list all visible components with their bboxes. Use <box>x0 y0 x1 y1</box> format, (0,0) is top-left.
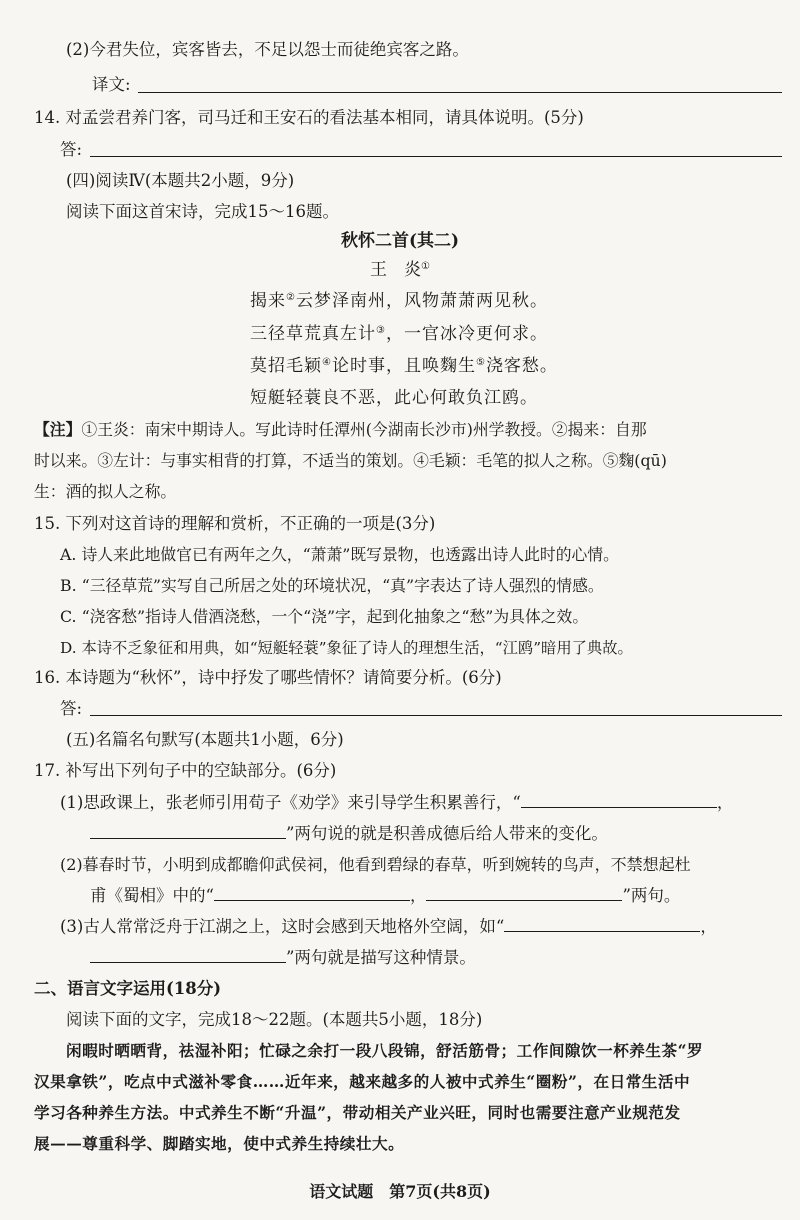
q17-item1-blank1[interactable] <box>521 791 717 808</box>
q13-answer-label: 译文: <box>92 75 131 94</box>
q15-option-c[interactable]: C. “浇客愁”指诗人借酒浇愁，一个“浇”字，起到化抽象之“愁”为具体之效。 <box>60 607 589 626</box>
q17-item3-line1: (3)古人常常泛舟于江湖之上，这时会感到天地格外空阔，如“ ， <box>60 917 717 936</box>
q15-option-d[interactable]: D. 本诗不乏象征和用典，如“短艇轻蓑”象征了诗人的理想生活，“江鸥”暗用了典故。 <box>60 639 633 657</box>
q15-question: 15. 下列对这首诗的理解和赏析，不正确的一项是(3分) <box>34 514 436 533</box>
poem-author: 王 炎① <box>370 260 430 280</box>
poem-line-1: 揭来②云梦泽南州，风物萧萧两见秋。 <box>250 291 548 311</box>
notes-line-2: 时以来。③左计：与事实相背的打算，不适当的策划。④毛颖：毛笔的拟人之称。⑤麴(qū) <box>34 451 667 470</box>
part2-instruction: 阅读下面的文字，完成18～22题。(本题共5小题，18分) <box>66 1010 483 1029</box>
poem-line-2: 三径草荒真左计③，一官冰冷更何求。 <box>250 324 548 344</box>
section5-header: (五)名篇名句默写(本题共1小题，6分) <box>66 730 344 749</box>
q17-item2-line2: 甫《蜀相》中的“ ， ”两句。 <box>90 886 681 905</box>
q17-item3-blank1[interactable] <box>504 915 700 932</box>
q17-item1-line2: ”两句说的就是积善成德后给人带来的变化。 <box>90 822 608 846</box>
q17-item2-blank1[interactable] <box>214 884 410 901</box>
section4-instruction: 阅读下面这首宋诗，完成15～16题。 <box>66 202 339 221</box>
part2-header: 二、语言文字运用(18分) <box>34 979 222 998</box>
q13-answer-line[interactable] <box>138 92 782 93</box>
page-footer: 语文试题 第7页(共8页) <box>309 1182 491 1201</box>
q16-answer-line[interactable] <box>90 715 782 716</box>
q17-item3-blank2[interactable] <box>90 946 286 963</box>
q15-option-a[interactable]: A. 诗人来此地做官已有两年之久，“萧萧”既写景物，也透露出诗人此时的心情。 <box>60 545 619 564</box>
q17-item1-line1: (1)思政课上，张老师引用荀子《劝学》来引导学生积累善行，“ ， <box>60 793 734 812</box>
section4-header: (四)阅读Ⅳ(本题共2小题，9分) <box>66 171 295 190</box>
poem-line-4: 短艇轻蓑良不恶，此心何敢负江鸥。 <box>250 388 538 408</box>
q16-question: 16. 本诗题为“秋怀”，诗中抒发了哪些情怀？请简要分析。(6分) <box>34 668 502 687</box>
q17-question: 17. 补写出下列句子中的空缺部分。(6分) <box>34 761 337 780</box>
q17-item3-line2: ”两句就是描写这种情景。 <box>90 946 476 970</box>
q17-item2-blank2[interactable] <box>426 884 622 901</box>
q13-item2-sentence: (2)今君失位，宾客皆去，不足以怨士而徒绝宾客之路。 <box>66 40 469 59</box>
notes-line-1: 【注】①王炎：南宋中期诗人。写此诗时任潭州(今湖南长沙市)州学教授。②揭来：自那 <box>34 420 647 439</box>
q14-answer-line[interactable] <box>90 156 782 157</box>
q14-question: 14. 对孟尝君养门客，司马迁和王安石的看法基本相同，请具体说明。(5分) <box>34 108 584 127</box>
poem-title: 秋怀二首(其二) <box>340 231 460 251</box>
q16-answer-label: 答: <box>60 699 83 718</box>
passage-line-1: 闲暇时晒晒背，祛湿补阳；忙碌之余打一段八段锦，舒活筋骨；工作间隙饮一杯养生茶“罗 <box>66 1041 704 1060</box>
passage-line-4: 展——尊重科学、脚踏实地，使中式养生持续壮大。 <box>34 1134 405 1153</box>
q17-item1-blank2[interactable] <box>90 822 286 839</box>
notes-line-3: 生：酒的拟人之称。 <box>34 482 177 501</box>
q14-answer-label: 答: <box>60 140 83 159</box>
passage-line-3: 学习各种养生方法。中式养生不断“升温”，带动相关产业兴旺，同时也需要注意产业规范发 <box>34 1103 681 1122</box>
q15-option-b[interactable]: B. “三径草荒”实写自己所居之处的环境状况，“真”字表达了诗人强烈的情感。 <box>60 576 604 595</box>
passage-line-2: 汉果拿铁”，吃点中式滋补零食……近年来，越来越多的人被中式养生“圈粉”，在日常生活中 <box>34 1072 691 1091</box>
q17-item2-line1: (2)暮春时节，小明到成都瞻仰武侯祠，他看到碧绿的春草，听到婉转的鸟声，不禁想起杜 <box>60 855 691 874</box>
poem-line-3: 莫招毛颖④论时事，且唤麴生⑤浇客愁。 <box>250 356 558 376</box>
